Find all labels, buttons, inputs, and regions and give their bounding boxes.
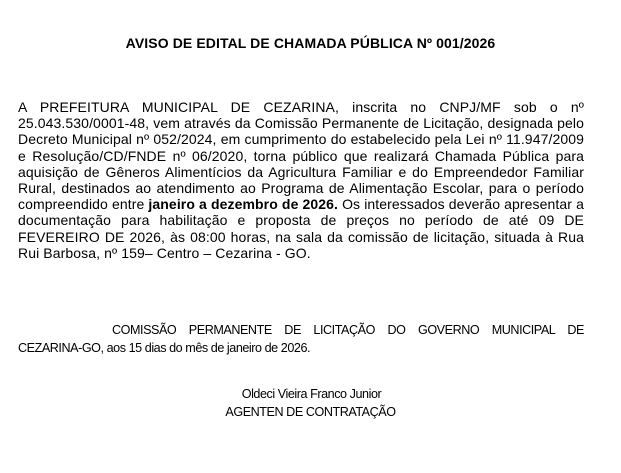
commission-text: COMISSÃO PERMANENTE DE LICITAÇÃO DO GOVERNO MUNICIPAL DE CEZARINA-GO, aos 15 dias do mês de janeiro de 2026. [18, 323, 584, 355]
signatory-name: Oldeci Vieira Franco Junior [241, 387, 382, 401]
signature-block [0, 386, 621, 422]
commission-statement [18, 321, 584, 357]
body-period-bold: janeiro a dezembro de 2026. [148, 196, 339, 213]
body-text-part2: Os interessados deverão apresentar a documentação para habilitação e proposta de preços no período de até 09 DE FEVEREIRO DE 2026, às 08:00 horas, na sala da comissão de licitação, situada à Rua Rui Barbosa, nº 159– Centro – Cezarina - GO. [18, 196, 584, 261]
body-text-part1: A PREFEITURA MUNICIPAL DE CEZARINA, inscrita no CNPJ/MF sob o nº 25.043.530/0001-48, vem através da Comissão Permanente de Licitação, designada pelo Decreto Municipal nº 052/2024, em cumprimento do estabelecido pela Lei nº 11.947/2009 e Resolução/CD/FNDE nº 06/2020, torna público que realizará Chamada Pública para aquisição de Gêneros Alimentícios da Agricultura Familiar e do Empreendedor Familiar Rural, destinados ao atendimento ao Programa de Alimentação Escolar, para o período compreendido entre [18, 99, 584, 213]
page-title: AVISO DE EDITAL DE CHAMADA PÚBLICA Nº 001/2026 [125, 35, 496, 51]
signatory-role: AGENTEN DE CONTRATAÇÃO [225, 405, 396, 419]
notice-body [18, 99, 584, 261]
